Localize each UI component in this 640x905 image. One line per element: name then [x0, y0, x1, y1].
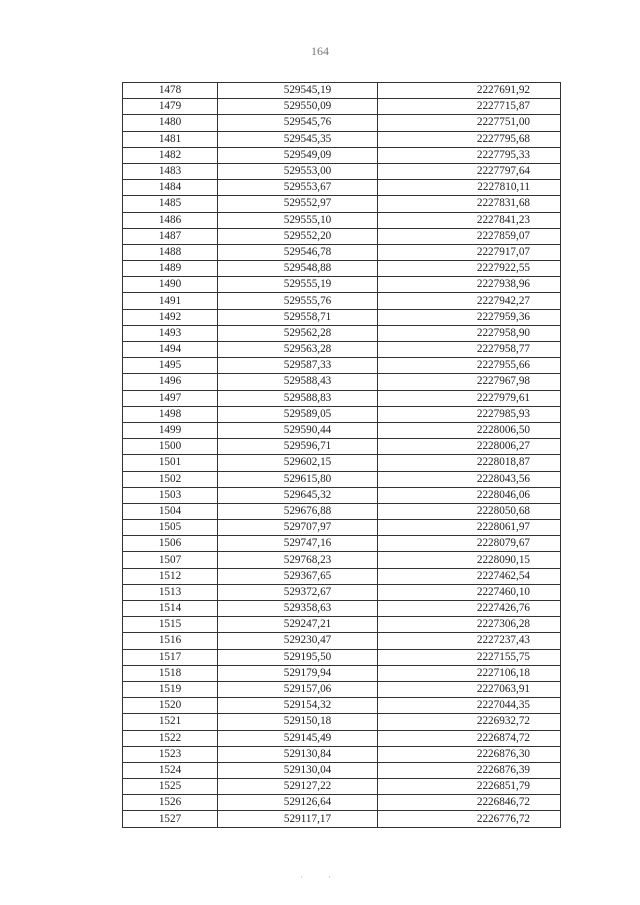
- table-row: [123, 228, 561, 244]
- x-coordinate-cell: 529553,67: [218, 180, 378, 196]
- x-coordinate-cell: 529179,94: [218, 665, 378, 681]
- x-coordinate-cell: 529552,97: [218, 196, 378, 212]
- table-row: [123, 309, 561, 325]
- y-coordinate-cell: 2227985,93: [378, 406, 561, 422]
- table-row: [123, 487, 561, 503]
- x-coordinate-cell: 529157,06: [218, 681, 378, 697]
- y-coordinate-cell: 2227462,54: [378, 568, 561, 584]
- table-row: [123, 83, 561, 99]
- point-number-cell: 1526: [123, 795, 218, 811]
- y-coordinate-cell: 2226851,79: [378, 779, 561, 795]
- table-row: [123, 811, 561, 827]
- table-row: [123, 325, 561, 341]
- point-number-cell: 1505: [123, 520, 218, 536]
- coordinates-table: [122, 82, 561, 828]
- point-number-cell: 1502: [123, 471, 218, 487]
- y-coordinate-cell: 2227959,36: [378, 309, 561, 325]
- y-coordinate-cell: 2227237,43: [378, 633, 561, 649]
- y-coordinate-cell: 2227942,27: [378, 293, 561, 309]
- x-coordinate-cell: 529563,28: [218, 342, 378, 358]
- y-coordinate-cell: 2226876,39: [378, 762, 561, 778]
- point-number-cell: 1504: [123, 503, 218, 519]
- table-row: [123, 406, 561, 422]
- table-row: [123, 342, 561, 358]
- table-row: [123, 503, 561, 519]
- point-number-cell: 1485: [123, 196, 218, 212]
- x-coordinate-cell: 529130,84: [218, 746, 378, 762]
- table-row: [123, 422, 561, 438]
- point-number-cell: 1496: [123, 374, 218, 390]
- x-coordinate-cell: 529552,20: [218, 228, 378, 244]
- point-number-cell: 1479: [123, 99, 218, 115]
- table-row: [123, 212, 561, 228]
- table-row: [123, 601, 561, 617]
- x-coordinate-cell: 529367,65: [218, 568, 378, 584]
- y-coordinate-cell: 2227795,68: [378, 131, 561, 147]
- table-row: [123, 196, 561, 212]
- table-row: [123, 568, 561, 584]
- y-coordinate-cell: 2227691,92: [378, 83, 561, 99]
- point-number-cell: 1518: [123, 665, 218, 681]
- y-coordinate-cell: 2227831,68: [378, 196, 561, 212]
- y-coordinate-cell: 2228006,50: [378, 422, 561, 438]
- y-coordinate-cell: 2227751,00: [378, 115, 561, 131]
- y-coordinate-cell: 2227841,23: [378, 212, 561, 228]
- point-number-cell: 1486: [123, 212, 218, 228]
- table-row: [123, 99, 561, 115]
- table-row: [123, 358, 561, 374]
- x-coordinate-cell: 529553,00: [218, 163, 378, 179]
- table-row: [123, 455, 561, 471]
- table-row: [123, 471, 561, 487]
- point-number-cell: 1491: [123, 293, 218, 309]
- point-number-cell: 1524: [123, 762, 218, 778]
- y-coordinate-cell: 2227958,77: [378, 342, 561, 358]
- x-coordinate-cell: 529150,18: [218, 714, 378, 730]
- point-number-cell: 1507: [123, 552, 218, 568]
- x-coordinate-cell: 529562,28: [218, 325, 378, 341]
- y-coordinate-cell: 2227797,64: [378, 163, 561, 179]
- x-coordinate-cell: 529545,35: [218, 131, 378, 147]
- table-row: [123, 374, 561, 390]
- x-coordinate-cell: 529550,09: [218, 99, 378, 115]
- x-coordinate-cell: 529707,97: [218, 520, 378, 536]
- point-number-cell: 1493: [123, 325, 218, 341]
- y-coordinate-cell: 2227859,07: [378, 228, 561, 244]
- point-number-cell: 1495: [123, 358, 218, 374]
- point-number-cell: 1499: [123, 422, 218, 438]
- table-row: [123, 730, 561, 746]
- scan-mark: ·: [328, 872, 331, 882]
- x-coordinate-cell: 529545,76: [218, 115, 378, 131]
- x-coordinate-cell: 529230,47: [218, 633, 378, 649]
- y-coordinate-cell: 2227063,91: [378, 681, 561, 697]
- point-number-cell: 1478: [123, 83, 218, 99]
- table-row: [123, 584, 561, 600]
- x-coordinate-cell: 529145,49: [218, 730, 378, 746]
- y-coordinate-cell: 2227426,76: [378, 601, 561, 617]
- x-coordinate-cell: 529602,15: [218, 455, 378, 471]
- y-coordinate-cell: 2227810,11: [378, 180, 561, 196]
- table-row: [123, 779, 561, 795]
- x-coordinate-cell: 529587,33: [218, 358, 378, 374]
- x-coordinate-cell: 529555,19: [218, 277, 378, 293]
- point-number-cell: 1515: [123, 617, 218, 633]
- y-coordinate-cell: 2227306,28: [378, 617, 561, 633]
- point-number-cell: 1503: [123, 487, 218, 503]
- point-number-cell: 1484: [123, 180, 218, 196]
- table-row: [123, 698, 561, 714]
- x-coordinate-cell: 529127,22: [218, 779, 378, 795]
- page-number: 164: [311, 44, 329, 58]
- x-coordinate-cell: 529588,83: [218, 390, 378, 406]
- point-number-cell: 1514: [123, 601, 218, 617]
- table-row: [123, 762, 561, 778]
- point-number-cell: 1492: [123, 309, 218, 325]
- table-row: [123, 665, 561, 681]
- x-coordinate-cell: 529588,43: [218, 374, 378, 390]
- y-coordinate-cell: 2226776,72: [378, 811, 561, 827]
- table-row: [123, 180, 561, 196]
- point-number-cell: 1480: [123, 115, 218, 131]
- y-coordinate-cell: 2227106,18: [378, 665, 561, 681]
- point-number-cell: 1520: [123, 698, 218, 714]
- y-coordinate-cell: 2228043,56: [378, 471, 561, 487]
- point-number-cell: 1501: [123, 455, 218, 471]
- point-number-cell: 1482: [123, 147, 218, 163]
- x-coordinate-cell: 529126,64: [218, 795, 378, 811]
- point-number-cell: 1523: [123, 746, 218, 762]
- y-coordinate-cell: 2227958,90: [378, 325, 561, 341]
- point-number-cell: 1516: [123, 633, 218, 649]
- x-coordinate-cell: 529117,17: [218, 811, 378, 827]
- y-coordinate-cell: 2227979,61: [378, 390, 561, 406]
- table-row: [123, 439, 561, 455]
- x-coordinate-cell: 529676,88: [218, 503, 378, 519]
- x-coordinate-cell: 529558,71: [218, 309, 378, 325]
- y-coordinate-cell: 2228050,68: [378, 503, 561, 519]
- x-coordinate-cell: 529747,16: [218, 536, 378, 552]
- y-coordinate-cell: 2227044,35: [378, 698, 561, 714]
- x-coordinate-cell: 529247,21: [218, 617, 378, 633]
- point-number-cell: 1494: [123, 342, 218, 358]
- x-coordinate-cell: 529358,63: [218, 601, 378, 617]
- x-coordinate-cell: 529546,78: [218, 244, 378, 260]
- y-coordinate-cell: 2228046,06: [378, 487, 561, 503]
- y-coordinate-cell: 2227155,75: [378, 649, 561, 665]
- point-number-cell: 1506: [123, 536, 218, 552]
- x-coordinate-cell: 529549,09: [218, 147, 378, 163]
- point-number-cell: 1488: [123, 244, 218, 260]
- point-number-cell: 1525: [123, 779, 218, 795]
- y-coordinate-cell: 2227922,55: [378, 261, 561, 277]
- x-coordinate-cell: 529615,80: [218, 471, 378, 487]
- point-number-cell: 1481: [123, 131, 218, 147]
- x-coordinate-cell: 529372,67: [218, 584, 378, 600]
- table-row: [123, 520, 561, 536]
- point-number-cell: 1497: [123, 390, 218, 406]
- x-coordinate-cell: 529195,50: [218, 649, 378, 665]
- x-coordinate-cell: 529596,71: [218, 439, 378, 455]
- point-number-cell: 1483: [123, 163, 218, 179]
- y-coordinate-cell: 2228006,27: [378, 439, 561, 455]
- y-coordinate-cell: 2228079,67: [378, 536, 561, 552]
- x-coordinate-cell: 529548,88: [218, 261, 378, 277]
- y-coordinate-cell: 2227460,10: [378, 584, 561, 600]
- point-number-cell: 1489: [123, 261, 218, 277]
- table-row: [123, 714, 561, 730]
- point-number-cell: 1512: [123, 568, 218, 584]
- table-row: [123, 293, 561, 309]
- table-row: [123, 261, 561, 277]
- point-number-cell: 1517: [123, 649, 218, 665]
- table-row: [123, 617, 561, 633]
- table-row: [123, 633, 561, 649]
- y-coordinate-cell: 2228018,87: [378, 455, 561, 471]
- y-coordinate-cell: 2226932,72: [378, 714, 561, 730]
- x-coordinate-cell: 529590,44: [218, 422, 378, 438]
- x-coordinate-cell: 529555,10: [218, 212, 378, 228]
- y-coordinate-cell: 2226876,30: [378, 746, 561, 762]
- point-number-cell: 1519: [123, 681, 218, 697]
- table-row: [123, 147, 561, 163]
- point-number-cell: 1490: [123, 277, 218, 293]
- x-coordinate-cell: 529589,05: [218, 406, 378, 422]
- x-coordinate-cell: 529154,32: [218, 698, 378, 714]
- y-coordinate-cell: 2227715,87: [378, 99, 561, 115]
- table-row: [123, 746, 561, 762]
- x-coordinate-cell: 529768,23: [218, 552, 378, 568]
- point-number-cell: 1522: [123, 730, 218, 746]
- y-coordinate-cell: 2227955,66: [378, 358, 561, 374]
- table-row: [123, 163, 561, 179]
- y-coordinate-cell: 2227967,98: [378, 374, 561, 390]
- table-row: [123, 131, 561, 147]
- table-row: [123, 649, 561, 665]
- point-number-cell: 1487: [123, 228, 218, 244]
- table-row: [123, 681, 561, 697]
- point-number-cell: 1527: [123, 811, 218, 827]
- y-coordinate-cell: 2228090,15: [378, 552, 561, 568]
- y-coordinate-cell: 2227795,33: [378, 147, 561, 163]
- table-row: [123, 390, 561, 406]
- coordinates-table-body: [123, 83, 561, 828]
- point-number-cell: 1513: [123, 584, 218, 600]
- y-coordinate-cell: 2226846,72: [378, 795, 561, 811]
- x-coordinate-cell: 529545,19: [218, 83, 378, 99]
- y-coordinate-cell: 2227917,07: [378, 244, 561, 260]
- y-coordinate-cell: 2227938,96: [378, 277, 561, 293]
- scan-mark: ·: [300, 872, 303, 882]
- x-coordinate-cell: 529130,04: [218, 762, 378, 778]
- table-row: [123, 536, 561, 552]
- table-row: [123, 244, 561, 260]
- y-coordinate-cell: 2228061,97: [378, 520, 561, 536]
- x-coordinate-cell: 529555,76: [218, 293, 378, 309]
- table-row: [123, 552, 561, 568]
- x-coordinate-cell: 529645,32: [218, 487, 378, 503]
- table-row: [123, 115, 561, 131]
- point-number-cell: 1500: [123, 439, 218, 455]
- point-number-cell: 1521: [123, 714, 218, 730]
- table-row: [123, 277, 561, 293]
- y-coordinate-cell: 2226874,72: [378, 730, 561, 746]
- table-row: [123, 795, 561, 811]
- point-number-cell: 1498: [123, 406, 218, 422]
